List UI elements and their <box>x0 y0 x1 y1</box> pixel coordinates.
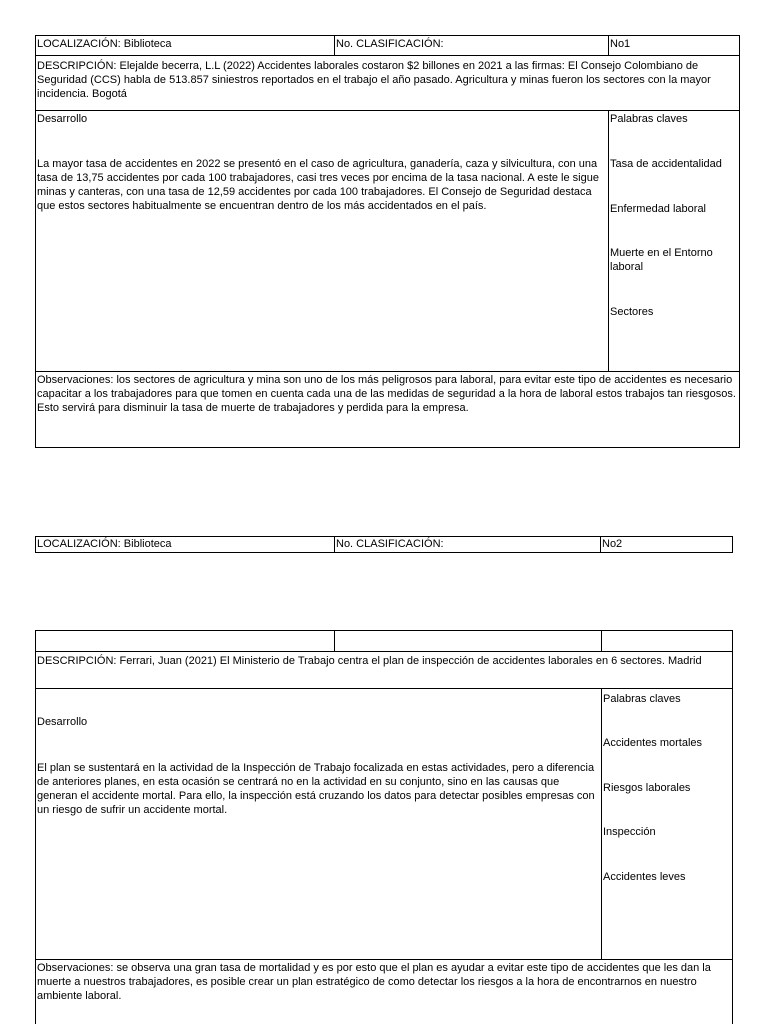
card1-descripcion-cell <box>35 55 740 111</box>
card2-palabras-label: Palabras claves <box>603 693 681 705</box>
card1-localizacion: LOCALIZACIÓN: Biblioteca <box>37 38 172 50</box>
card2-keyword-2: Riesgos laborales <box>603 782 691 794</box>
card1-clasificacion-cell <box>334 35 609 56</box>
card1-keyword-3: Muerte en el Entorno laboral <box>610 247 713 273</box>
card2-descripcion-cell <box>35 651 733 689</box>
card2-keyword-1: Accidentes mortales <box>603 737 703 749</box>
card1-desarrollo-cell <box>35 110 609 372</box>
card1-localizacion-cell <box>35 35 335 56</box>
card2-descripcion: DESCRIPCIÓN: Ferrari, Juan (2021) El Ministerio de Trabajo centra el plan de inspección de accidentes laborales en 6 sectores. Madrid <box>37 655 702 667</box>
card1-keyword-1: Tasa de accidentalidad <box>610 158 722 170</box>
card2-numero-cell <box>600 536 733 553</box>
card1-palabras-cell <box>608 110 740 372</box>
card2-empty-cell-2 <box>334 630 602 652</box>
card2-keyword-3: Inspección <box>603 826 656 838</box>
card1-palabras-label: Palabras claves <box>610 113 688 125</box>
card1-keyword-2: Enfermedad laboral <box>610 203 707 215</box>
card1-numero: No1 <box>610 38 631 50</box>
card2-localizacion-cell <box>35 536 335 553</box>
card1-observaciones: Observaciones: los sectores de agricultura y mina son uno de los más peligrosos para laboral, para evitar este tipo de accidentes es necesario capacitar a los trabajadores para que tomen en cuenta cada una de las medidas de seguridad a la hora de laboral estos trabajos tan riesgosos. Esto servirá para disminuir la tasa de muerte de trabajadores y perdida para la empresa. <box>37 374 736 414</box>
card2-empty-cell-1 <box>35 630 335 652</box>
card1-desarrollo-text: La mayor tasa de accidentes en 2022 se presentó en el caso de agricultura, ganadería, caza y silvicultura, con una tasa de 13,75 accidentes por cada 100 trabajadores, casi tres veces por encima de la tasa nacional. A este le sigue minas y canteras, con una tasa de 12,59 accidentes por cada 100 trabajadores. El Consejo de Seguridad destaca que estos sectores habitualmente se encuentran dentro de los más accidentados en el país. <box>37 158 599 212</box>
card1-observaciones-cell <box>35 371 740 448</box>
card1-descripcion: DESCRIPCIÓN: Elejalde becerra, L.L (2022) Accidentes laborales costaron $2 billones en 2021 a las firmas: El Consejo Colombiano de Seguridad (CCS) habla de 513.857 siniestros reportados en el trabajo el año pasado. Agricultura y minas fueron los sectores con la mayor incidencia. Bogotá <box>37 60 711 100</box>
card2-numero: No2 <box>602 538 623 550</box>
card2-desarrollo-label: Desarrollo <box>37 716 88 728</box>
card1-numero-cell <box>608 35 740 56</box>
card2-desarrollo-text: El plan se sustentará en la actividad de la Inspección de Trabajo focalizada en estas actividades, pero a diferencia de anteriores planes, en esta ocasión se centrará no en la actividad en su conjunto, sino en las causas que generan el accidente mortal. Para ello, la inspección está cruzando los datos para detectar posibles empresas con un riesgo de sufrir un accidente mortal. <box>37 762 595 816</box>
card2-keyword-4: Accidentes leves <box>603 871 686 883</box>
card2-desarrollo-cell <box>35 688 602 960</box>
card2-observaciones-cell <box>35 959 733 1024</box>
card1-clasificacion: No. CLASIFICACIÓN: <box>336 38 444 50</box>
card2-clasificacion-cell <box>334 536 601 553</box>
card2-empty-cell-3 <box>601 630 733 652</box>
card2-observaciones: Observaciones: se observa una gran tasa de mortalidad y es por esto que el plan es ayudar a evitar este tipo de accidentes que les dan la muerte a nuestros trabajadores, es posible crear un plan estratégico de como detectar los riesgos a la hora de encontrarnos en nuestro ambiente laboral. <box>37 962 711 1002</box>
card2-palabras-cell <box>601 688 733 960</box>
card2-localizacion: LOCALIZACIÓN: Biblioteca <box>37 538 172 550</box>
card2-clasificacion: No. CLASIFICACIÓN: <box>336 538 444 550</box>
card1-desarrollo-label: Desarrollo <box>37 113 88 125</box>
card1-keyword-4: Sectores <box>610 306 654 318</box>
